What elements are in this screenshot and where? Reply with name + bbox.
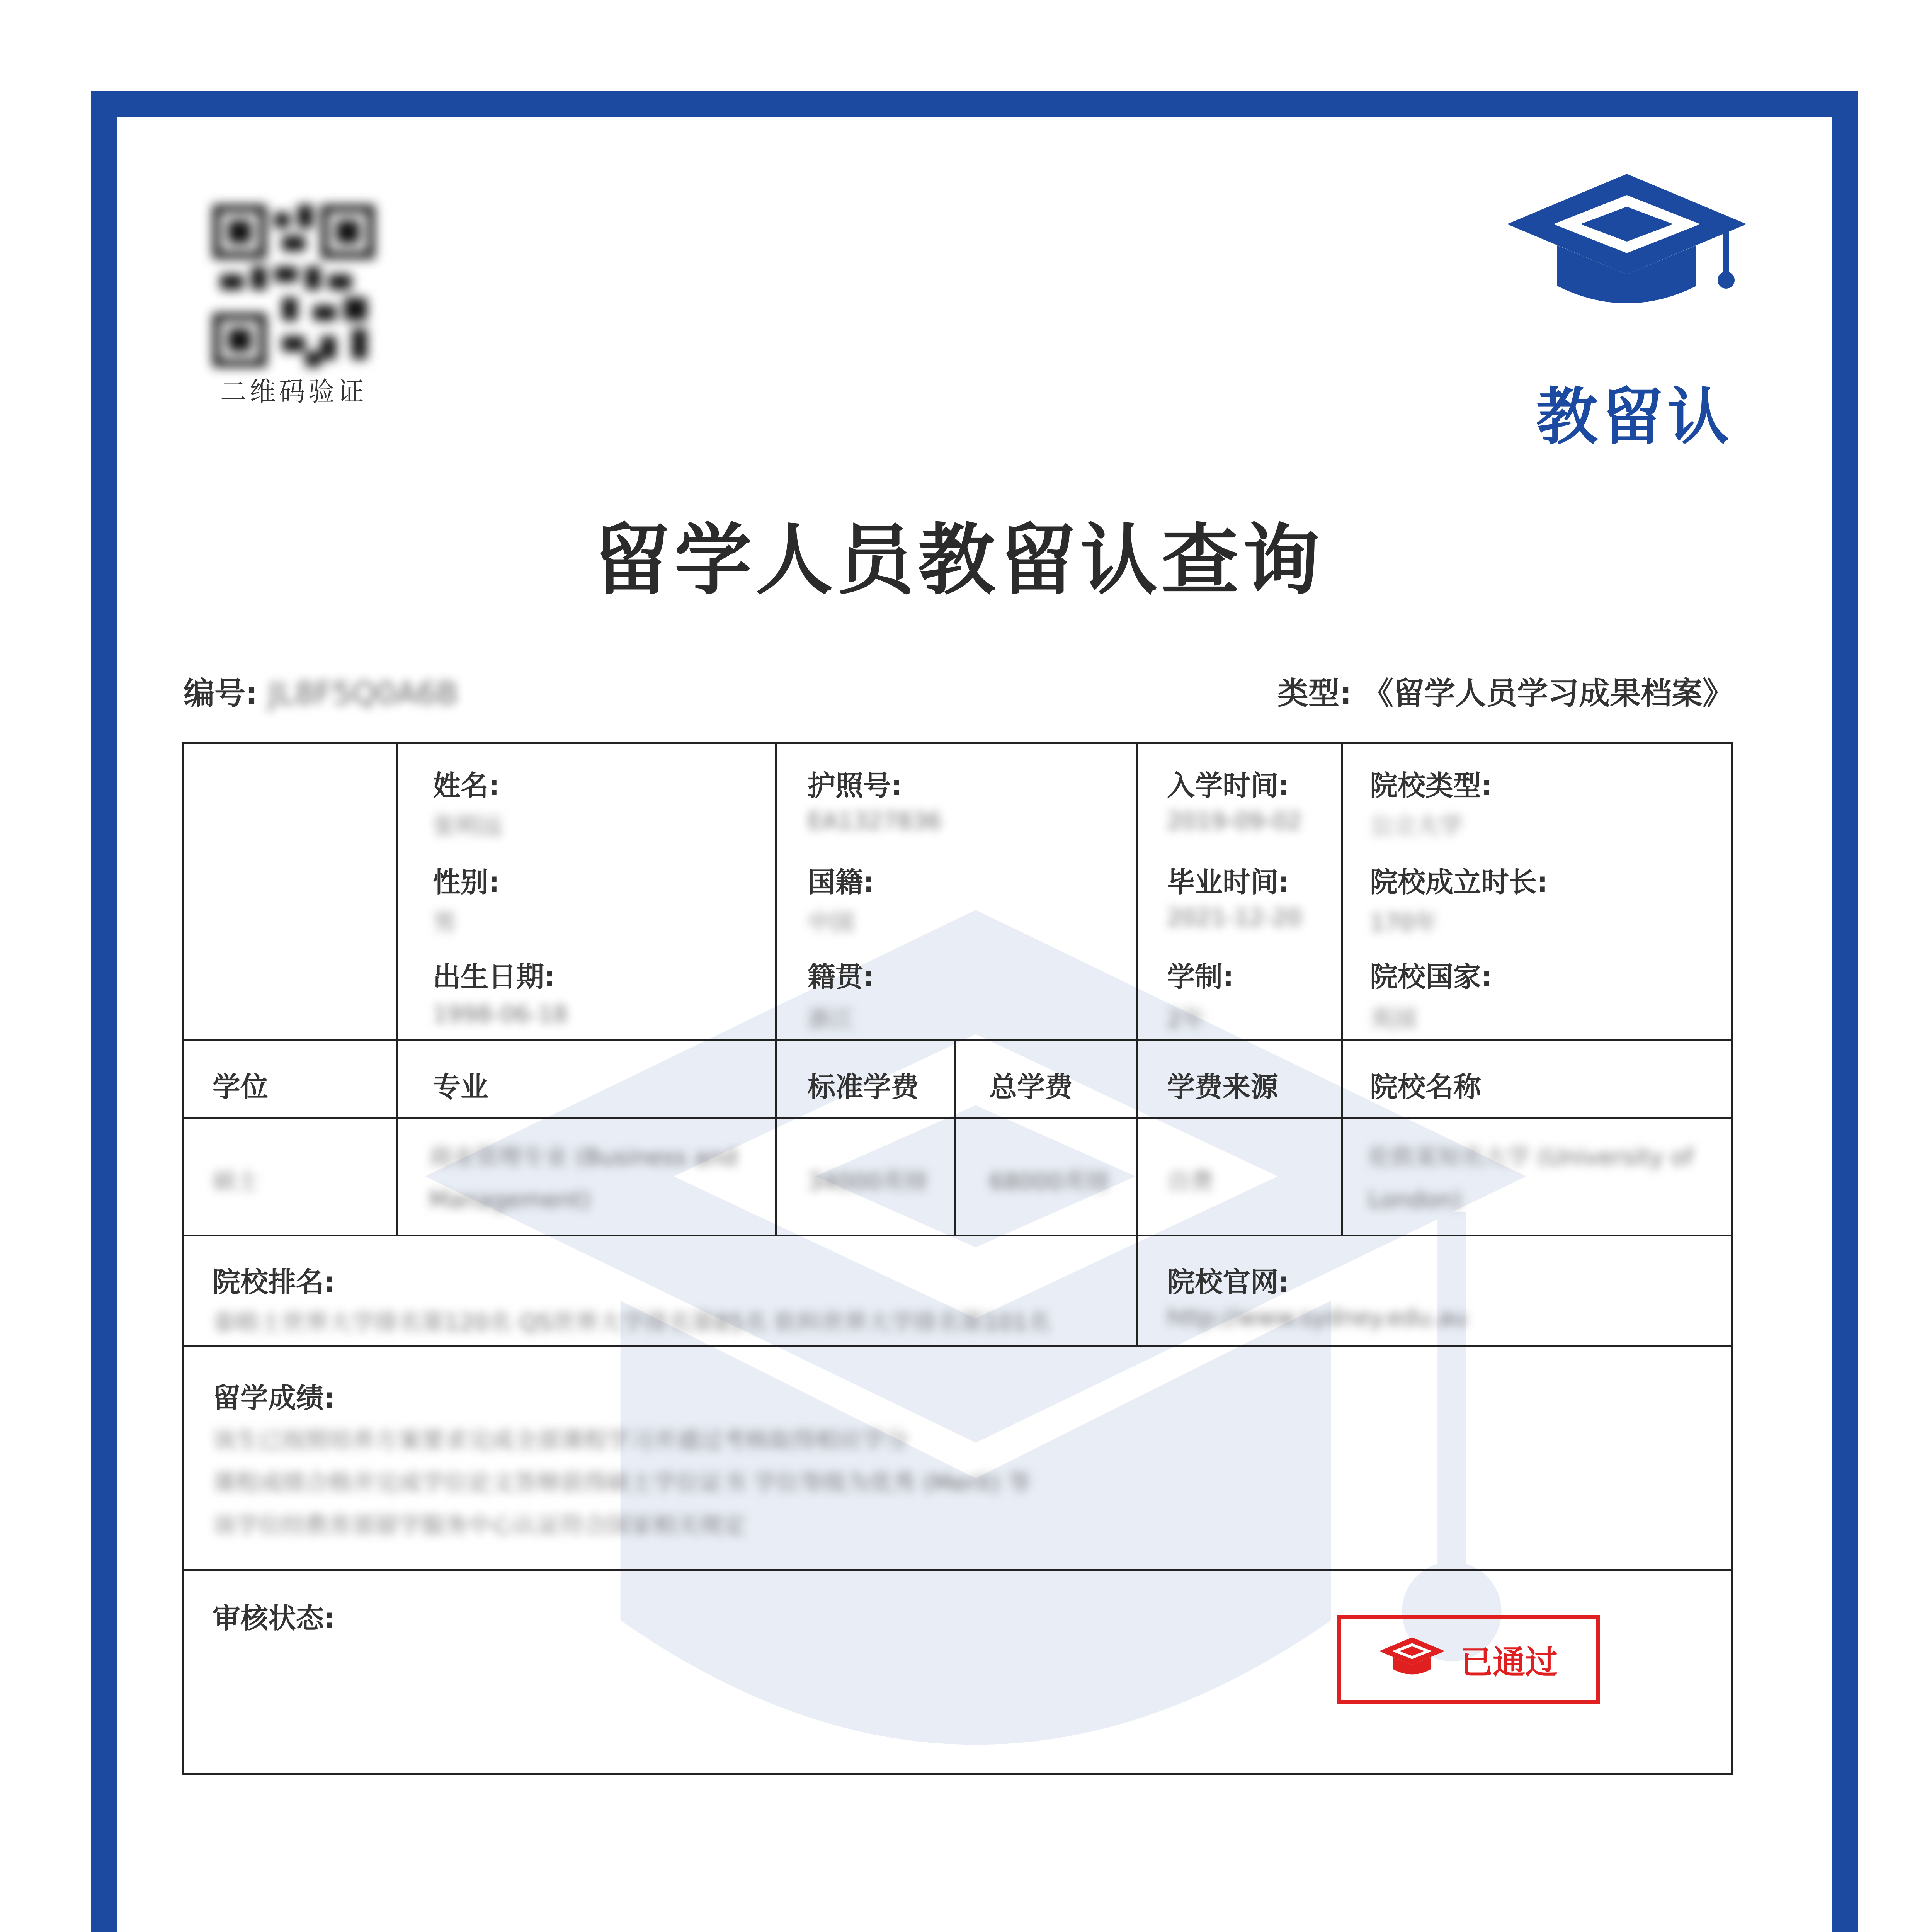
school-age-label: 院校成立时长: [1370,866,1548,898]
major-header: 专业 [433,1071,489,1103]
stamp-text: 已通过 [1460,1643,1558,1681]
document-type-value: 《留学人员学习成果档案》 [1362,675,1733,711]
school-name-header: 院校名称 [1370,1071,1482,1103]
page-title: 留学人员教留认查询 [593,515,1324,605]
document-number [184,668,458,713]
degree-header: 学位 [213,1071,269,1103]
document-type-label: 类型: [1277,675,1352,711]
school-type-label: 院校类型: [1370,769,1492,802]
school-name-value: 伦敦某知名大学 (University of London) [1368,1144,1694,1213]
school-ranking-value: 泰晤士世界大学排名第120名 QS世界大学排名第85名 软科世界大学排名第101名 [213,1309,1051,1336]
study-results-line: 该学位经教育部留学服务中心认证符合国家相关规定 [213,1512,746,1539]
school-website-link[interactable]: http://www.sydney.edu.au [1167,1304,1468,1331]
approved-stamp [1337,1615,1600,1704]
degree-value: 硕士 [213,1168,259,1195]
qr-caption: 二维码验证 [220,377,367,407]
school-website-label: 院校官网: [1167,1266,1289,1298]
qr-code-icon[interactable] [213,205,375,367]
document-number-value: JL8F5Q0A6B [268,675,458,711]
study-duration-value: 2年 [1167,1006,1205,1033]
nationality-label: 国籍: [808,866,874,898]
graduation-date-value: 2021-12-20 [1167,904,1302,931]
school-age-value: 170年 [1370,909,1437,936]
fee-source-value: 自费 [1167,1168,1213,1195]
passport-label: 护照号: [808,769,902,802]
nationality-value: 中国 [808,909,854,936]
school-ranking-label: 院校排名: [213,1266,335,1298]
major-value: 商业管理专业 (Business and Management) [429,1144,738,1213]
stamp-logo-icon [1379,1634,1445,1685]
gender-value: 男 [433,909,456,936]
total-fee-value: 68000英镑 [989,1168,1109,1195]
school-country-label: 院校国家: [1370,961,1492,993]
graduation-cap-logo-icon [1507,174,1747,313]
birth-date-value: 1998-06-18 [433,1001,568,1028]
graduation-date-label: 毕业时间: [1167,866,1289,898]
study-results-line: 该生已按照培养方案要求完成全部课程学习并通过考核取得相应学分 [213,1427,908,1454]
document-type [1277,668,1733,713]
brand-name: 教留认 [1536,381,1733,453]
enrollment-date-label: 入学时间: [1167,769,1289,802]
name-value: 张明远 [433,813,502,840]
standard-fee-header: 标准学费 [808,1071,919,1103]
native-place-label: 籍贯: [808,961,874,993]
standard-fee-value: 34000英镑 [808,1168,928,1195]
enrollment-date-value: 2019-09-02 [1167,808,1302,835]
name-label: 姓名: [433,769,500,802]
gender-label: 性别: [433,866,500,898]
study-results-label: 留学成绩: [213,1382,335,1414]
review-status-label: 审核状态: [213,1602,335,1634]
school-country-value: 英国 [1370,1006,1416,1033]
school-type-value: 公立大学 [1370,813,1463,840]
native-place-value: 浙江 [808,1006,854,1033]
passport-value: EA1327836 [808,808,942,835]
fee-source-header: 学费来源 [1167,1071,1279,1103]
study-duration-label: 学制: [1167,961,1234,993]
study-results-line: 课程成绩合格并完成学位论文答辩获得硕士学位证书 学位等级为优秀 (Merit) 等 [213,1469,1031,1497]
total-fee-header: 总学费 [989,1071,1073,1103]
birth-date-label: 出生日期: [433,961,555,993]
document-number-label: 编号: [184,675,258,711]
